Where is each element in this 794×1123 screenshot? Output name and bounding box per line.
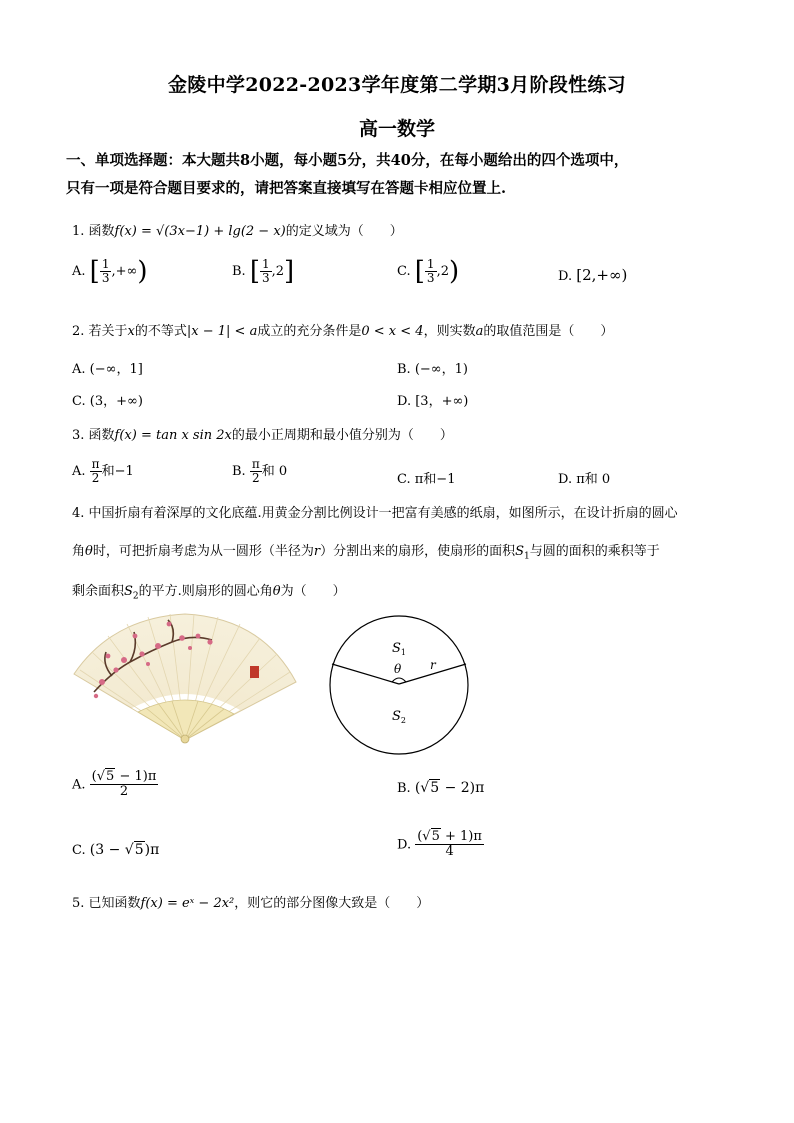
question-2: [72, 322, 613, 342]
question-3: [72, 426, 453, 446]
q3-option-a: A. $\frac{\pi}{2}$ 和−1: [72, 457, 134, 486]
q3-option-a-label: A.: [72, 464, 86, 480]
q5-formula: f(x) = eˣ − 2x²: [140, 896, 235, 911]
exam-title: 金陵中学2022-2023学年度第二学期3月阶段性练习: [168, 74, 626, 96]
q2-option-b: B. (−∞，1): [397, 362, 468, 377]
q3-formula: f(x) = tan x sin 2x: [114, 428, 232, 443]
q2-text-e: 的取值范围是（ ）: [483, 324, 614, 339]
radius-left: [332, 664, 399, 684]
q1-prefix: 1. 函数: [72, 224, 115, 239]
q5-prefix: 5. 已知函数: [72, 896, 141, 911]
sector-circle-diagram: [326, 612, 472, 758]
q4-option-c: C. (3 − √5)π: [72, 842, 160, 858]
section-heading: [66, 147, 746, 202]
q1-option-b-label: B.: [232, 264, 246, 280]
q2-condition: 0 < x < 4: [361, 324, 424, 339]
label-s2: $S_2$: [392, 709, 406, 725]
q1-option-c-label: C.: [397, 264, 411, 280]
circle-outline: [330, 616, 468, 754]
section-line-2: 只有一项是符合题目要求的，请把答案直接填写在答题卡相应位置上.: [66, 179, 507, 197]
q1-option-d-label: D.: [558, 269, 573, 284]
label-theta: θ: [394, 662, 402, 676]
q4-option-a: A. $\frac{(√5 - 1)\pi}{2}$: [72, 769, 157, 800]
q3-option-b-label: B.: [232, 464, 246, 480]
angle-arc: [392, 678, 406, 682]
q1-suffix: 的定义域为（ ）: [285, 224, 403, 239]
q2-option-a: A. (−∞，1]: [72, 362, 143, 377]
q4-option-b: B. (√5 − 2)π: [397, 780, 485, 796]
q3-option-c: C. π和−1: [397, 472, 456, 487]
q3-option-a-fraction: $\frac{\pi}{2}$: [91, 457, 100, 486]
q2-option-d: D. [3，+∞): [397, 394, 469, 409]
question-4-line-1: 4. 中国折扇有着深厚的文化底蕴.用黄金分割比例设计一把富有美感的纸扇，如图所示，在设计折扇的圆心: [72, 506, 678, 521]
q4-option-d: D. $\frac{(√5 + 1)\pi}{4}$: [397, 829, 482, 860]
q1-option-b: B. [ $\frac{1}{3}$ ,2]: [232, 256, 295, 287]
question-4-line-2: 角θ时，可把折扇考虑为从一圆形（半径为r）分割出来的扇形，使扇形的面积$S_1$与圆的面积的乘积等于: [72, 544, 660, 562]
folding-fan-illustration: [72, 612, 298, 746]
question-1: [72, 222, 403, 242]
question-4-line-3: 剩余面积$S_2$的平方.则扇形的圆心角θ为（ ）: [72, 584, 346, 602]
q3-option-d: D. π和 0: [558, 472, 611, 487]
q2-var-x: x: [127, 324, 135, 339]
label-s1: $S_1$: [392, 641, 406, 657]
q2-inequality: |x − 1| < a: [186, 324, 258, 339]
label-r: r: [430, 658, 436, 672]
q2-text-c: 成立的充分条件是: [257, 324, 362, 339]
q3-option-b: B. $\frac{\pi}{2}$ 和 0: [232, 457, 288, 486]
exam-subtitle: 高一数学: [358, 118, 435, 140]
q1-option-c: C. [ $\frac{1}{3}$ ,2): [397, 256, 460, 287]
q1-option-d: D. [2,+∞): [558, 266, 628, 284]
q2-option-c: C. (3，+∞): [72, 394, 143, 409]
q1-option-a-label: A.: [72, 264, 86, 280]
q5-suffix: ，则它的部分图像大致是（ ）: [234, 896, 430, 911]
q3-option-b-fraction: $\frac{\pi}{2}$: [251, 457, 260, 486]
q1-option-a: A. [ $\frac{1}{3}$ ,+∞): [72, 256, 148, 287]
section-line-1: 一、单项选择题：本大题共8小题，每小题5分，共40分，在每小题给出的四个选项中，: [66, 152, 629, 169]
q1-formula: f(x) = √(3x−1) + lg(2 − x): [114, 224, 286, 239]
q3-suffix: 的最小正周期和最小值分别为（ ）: [231, 428, 453, 443]
q3-prefix: 3. 函数: [72, 428, 115, 443]
q2-var-a: a: [475, 324, 484, 339]
q2-text-a: 2. 若关于: [72, 324, 128, 339]
question-5: [72, 894, 429, 914]
q2-text-b: 的不等式: [134, 324, 187, 339]
q2-text-d: ，则实数: [423, 324, 476, 339]
